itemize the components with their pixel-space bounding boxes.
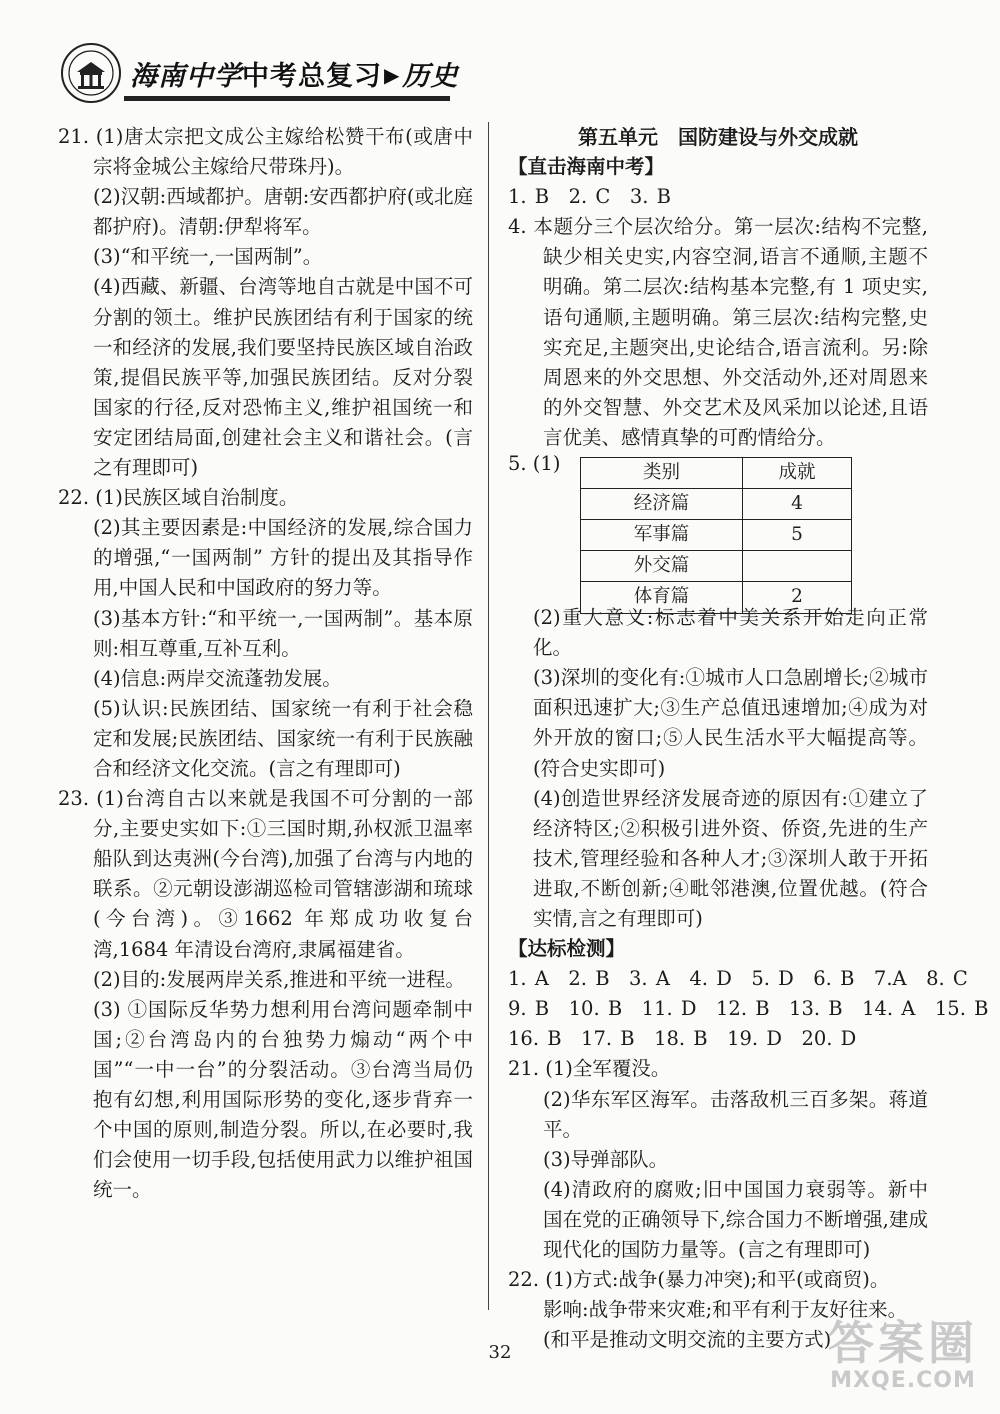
page-header bbox=[60, 42, 940, 112]
section-heading-exam: 【直击海南中考】 bbox=[508, 155, 665, 179]
page-number: 32 bbox=[488, 1342, 512, 1363]
table-row bbox=[581, 520, 852, 551]
q21-part1: 21. (1)唐太宗把文成公主嫁给松赞干布(或唐中宗将金城公主嫁给尺带珠丹)。 bbox=[58, 125, 473, 179]
test-answers-row: 1. A 2. B 3. A 4. D 5. D 6. B 7.A 8. C bbox=[508, 967, 968, 991]
q5-part4: (4)创造世界经济发展奇迹的原因有:①建立了经济特区;②积极引进外资、侨资,先进的生产技术,管理经验和各种人才;③深圳人敢于开拓进取,不断创新;④毗邻港澳,位置优越。(符合实情,言之有理即可) bbox=[533, 786, 928, 930]
q22-part1: 22. (1)民族区域自治制度。 bbox=[58, 486, 299, 510]
q5-block bbox=[508, 452, 928, 608]
table-cell: 军事篇 bbox=[581, 520, 743, 551]
header-title bbox=[130, 54, 458, 93]
table-header-row bbox=[581, 458, 852, 489]
table-cell: 2 bbox=[743, 582, 852, 613]
r-q21-part1: 21. (1)全军覆没。 bbox=[508, 1057, 671, 1081]
table-row bbox=[581, 582, 852, 613]
watermark-logo: 答案圈 bbox=[828, 1316, 978, 1370]
table-row bbox=[581, 489, 852, 520]
table-cell: 5 bbox=[743, 520, 852, 551]
watermark bbox=[828, 1318, 978, 1394]
q22-part3: (3)基本方针:“和平统一,一国两制”。基本原则:相互尊重,互补互利。 bbox=[93, 606, 473, 660]
r-q22-part2: 影响:战争带来灾难;和平有利于友好往来。 bbox=[543, 1298, 908, 1322]
test-answers-row: 16. B 17. B 18. B 19. D 20. D bbox=[508, 1027, 857, 1051]
table-cell: 体育篇 bbox=[581, 582, 743, 613]
test-answers-row: 9. B 10. B 11. D 12. B 13. B 14. A 15. B bbox=[508, 997, 989, 1021]
q21-part4: (4)西藏、新疆、台湾等地自古就是中国不可分割的领土。维护民族团结有利于国家的统一和经济的发展,我们要坚持民族区域自治政策,提倡民族平等,加强民族团结。反对分裂国家的行径,反对恐怖主义,维护祖国统一和安定团结局面,创建社会主义和谐社会。(言之有理即可) bbox=[93, 275, 473, 480]
achievement-table bbox=[580, 457, 852, 613]
table-header-cell: 成就 bbox=[743, 458, 852, 489]
q23-part3: (3) ①国际反华势力想利用台湾问题牵制中国;②台湾岛内的台独势力煽动“两个中国”“一中一台”的分裂活动。③台湾当局仍抱有幻想,利用国际形势的变化,逐步背弃一个中国的原则,制造分裂。所以,在必要时,我们会使用一切手段,包括使用武力以维护祖国统一。 bbox=[93, 997, 473, 1202]
r-q22-part1: 22. (1)方式:战争(暴力冲突);和平(或商贸)。 bbox=[508, 1268, 890, 1292]
watermark-url: MXQE.COM bbox=[830, 1368, 976, 1393]
table-row bbox=[581, 551, 852, 582]
q23-part1: 23. (1)台湾自古以来就是我国不可分割的一部分,主要史实如下:①三国时期,孙权派卫温率船队到达夷洲(今台湾),加强了台湾与内地的联系。②元朝设澎湖巡检司管辖澎湖和琉球(今台湾)。③1662 年郑成功收复台湾,1684 年清设台湾府,隶属福建省。 bbox=[58, 787, 473, 961]
q22-part2: (2)其主要因素是:中国经济的发展,综合国力的增强,“一国两制” 方针的提出及其指导作用,中国人民和中国政府的努力等。 bbox=[93, 516, 473, 600]
table-cell: 经济篇 bbox=[581, 489, 743, 520]
r-q21-part2: (2)华东军区海军。击落敌机三百多架。蒋道平。 bbox=[543, 1087, 928, 1141]
q21-part2: (2)汉朝:西域都护。唐朝:安西都护府(或北庭都护府)。清朝:伊犁将军。 bbox=[93, 185, 473, 239]
exam-answers: 1. B 2. C 3. B bbox=[508, 185, 671, 209]
column-divider bbox=[488, 122, 489, 1310]
r-q21-part4: (4)清政府的腐败;旧中国国力衰弱等。新中国在党的正确领导下,综合国力不断增强,建成现代化的国防力量等。(言之有理即可) bbox=[543, 1177, 928, 1261]
header-subject: 历史 bbox=[402, 61, 459, 92]
header-arrow-icon: ▶ bbox=[384, 63, 401, 87]
q22-part5: (5)认识:民族团结、国家统一有利于社会稳定和发展;民族团结、国家统一有利于民族融合和经济文化交流。(言之有理即可) bbox=[93, 696, 473, 780]
table-cell: 外交篇 bbox=[581, 551, 743, 582]
q4-answer: 4. 本题分三个层次给分。第一层次:结构不完整,缺少相关史实,内容空洞,语言不通顺,主题不明确。第二层次:结构基本完整,有 1 项史实,语句通顺,主题明确。第三层次:结构完整,史实充足,主题突出,史论结合,语言流利。另:除周恩来的外交思想、外交活动外,还对周恩来的外交智慧、外交艺术及风采加以论述,且语言优美、感情真挚的可酌情给分。 bbox=[508, 215, 928, 449]
r-q21-part3: (3)导弹部队。 bbox=[543, 1147, 669, 1171]
q5-part3: (3)深圳的变化有:①城市人口急剧增长;②城市面积迅速扩大;③生产总值迅速增加;④成为对外开放的窗口;⑤人民生活水平大幅提高等。(符合史实即可) bbox=[533, 666, 928, 780]
table-cell: 4 bbox=[743, 489, 852, 520]
q21-part3: (3)“和平统一,一国两制”。 bbox=[93, 245, 323, 269]
q22-part4: (4)信息:两岸交流蓬勃发展。 bbox=[93, 666, 342, 690]
left-column bbox=[58, 122, 473, 1205]
table-header-cell: 类别 bbox=[581, 458, 743, 489]
q5-part2: (2)重大意义:标志着中美关系开始走向正常化。 bbox=[533, 606, 928, 660]
header-subtitle: 中考总复习 bbox=[242, 61, 382, 92]
unit-title: 第五单元 国防建设与外交成就 bbox=[578, 125, 858, 149]
school-seal-icon bbox=[60, 42, 122, 104]
table-cell bbox=[743, 551, 852, 582]
header-school: 海南中学 bbox=[130, 61, 242, 92]
r-q22-part3: (和平是推动文明交流的主要方式) bbox=[543, 1328, 832, 1352]
section-heading-test: 【达标检测】 bbox=[508, 937, 626, 961]
q23-part2: (2)目的:发展两岸关系,推进和平统一进程。 bbox=[93, 967, 465, 991]
header-rule bbox=[124, 96, 450, 101]
q5-label: 5. (1) bbox=[508, 452, 561, 476]
